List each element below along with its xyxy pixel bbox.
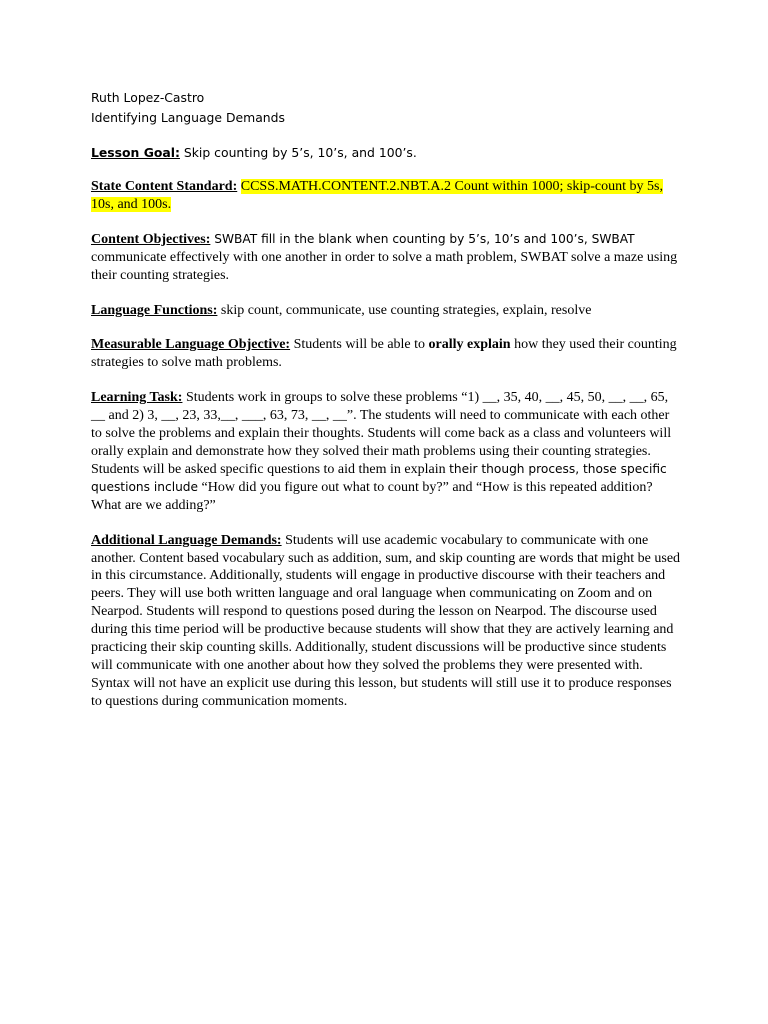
state-standard-section <box>91 178 681 214</box>
document-body <box>91 88 681 711</box>
additional-demands-text: Students will use academic vocabulary to communicate with one another. Content based vocabulary such as addition, sum, and skip counting are words that might be used in this circumstance. Additionally, students will engage in productive discourse with their teachers and peers. They will use both written language and oral language when communicating on Zoom and on Nearpod. Students will respond to questions posed during the lesson on Nearpod. The discourse used during this time period will be productive because students will show that they are actively learning and practicing their skip counting skills. Additionally, student discussions will be productive since students will communicate with one another about how they solved the problems they were presented with. Syntax will not have an explicit use during this lesson, but students will still use it to produce responses to questions during communication moments. <box>91 532 681 709</box>
lesson-goal-section <box>91 143 681 163</box>
measurable-objective-section <box>91 336 681 372</box>
measurable-objective-after: how they used their counting strategies to solve math problems. <box>91 337 677 371</box>
state-standard-text: CCSS.MATH.CONTENT.2.NBT.A.2 Count within 1000; skip-count by 5s, 10s, and 100s. <box>91 179 663 212</box>
content-objectives-lead: SWBAT fill in the blank when counting by 5’s, 10’s and 100’s, SWBAT <box>210 231 635 246</box>
lesson-goal-text: Skip counting by 5’s, 10’s, and 100’s. <box>179 145 417 160</box>
measurable-objective-emphasis: orally explain <box>428 337 511 353</box>
learning-task-sans: their though process, those specific questions include <box>91 461 667 494</box>
state-standard-label: State Content Standard: <box>91 179 238 194</box>
lesson-goal-label: Lesson Goal: <box>91 145 180 160</box>
learning-task-end: “How did you figure out what to count by?” and “How is this repeated addition? What are we adding?” <box>91 479 653 513</box>
language-functions-text: skip count, communicate, use counting strategies, explain, resolve <box>217 302 592 318</box>
content-objectives-rest: communicate effectively with one another in order to solve a math problem, SWBAT solve a maze using their counting strategies. <box>91 249 678 283</box>
document-header <box>91 88 681 128</box>
measurable-objective-label: Measurable Language Objective: <box>91 337 291 353</box>
language-functions-label: Language Functions: <box>91 302 218 318</box>
document-title: Identifying Language Demands <box>91 110 285 125</box>
language-functions-section <box>91 302 681 320</box>
author-name: Ruth Lopez-Castro <box>91 90 205 105</box>
learning-task-main: Students work in groups to solve these problems “1) __, 35, 40, __, 45, 50, __, __, 65, __ and 2) 3, __, 23, 33,__, ___, 63, 73, __, __”. The students will need to communicate with each other to solve the problems and explain their thoughts. Students will come back as a class and volunteers will orally explain and demonstrate how they solved their math problems using their counting strategies. Students will be asked specific questions to aid them in explain <box>91 390 672 477</box>
learning-task-section <box>91 389 681 514</box>
content-objectives-label: Content Objectives: <box>91 231 211 247</box>
additional-demands-label: Additional Language Demands: <box>91 532 282 548</box>
additional-demands-section <box>91 532 681 711</box>
learning-task-label: Learning Task: <box>91 390 183 406</box>
measurable-objective-before: Students will be able to <box>290 337 429 353</box>
content-objectives-section <box>91 231 681 285</box>
